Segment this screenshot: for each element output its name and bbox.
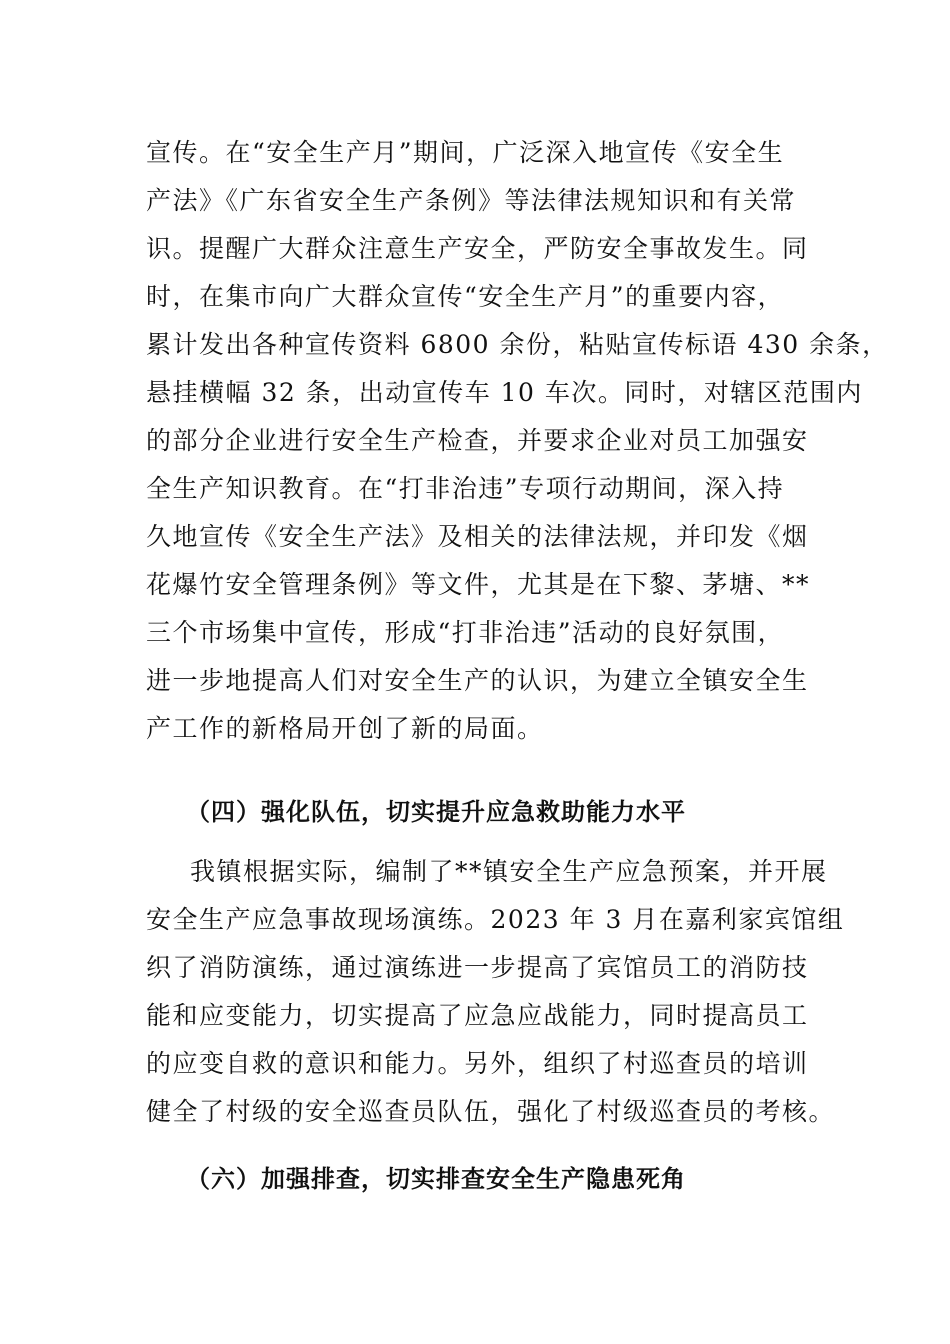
paragraph-line: 我镇根据实际，编制了**镇安全生产应急预案，并开展 [190,857,828,886]
paragraph-line: 久地宣传《安全生产法》及相关的法律法规，并印发《烟 [146,522,809,551]
paragraph-line: 全生产知识教育。在“打非治违”专项行动期间，深入持 [146,474,785,503]
paragraph-line: 织了消防演练，通过演练进一步提高了宾馆员工的消防技 [146,953,809,982]
paragraph-line: 能和应变能力，切实提高了应急应战能力，同时提高员工 [146,1001,809,1030]
section-heading-4: （四）强化队伍，切实提升应急救助能力水平 [186,798,686,826]
paragraph-line: 悬挂横幅 32 条，出动宣传车 10 车次。同时，对辖区范围内 [146,378,863,407]
paragraph-line: 时，在集市向广大群众宣传“安全生产月”的重要内容， [146,282,785,311]
paragraph-line: 识。提醒广大群众注意生产安全，严防安全事故发生。同 [146,234,809,263]
paragraph-line: 的部分企业进行安全生产检查，并要求企业对员工加强安 [146,426,809,455]
paragraph-line: 三个市场集中宣传，形成“打非治违”活动的良好氛围， [146,618,785,647]
section-heading-6: （六）加强排查，切实排查安全生产隐患死角 [186,1165,686,1193]
paragraph-line: 产法》《广东省安全生产条例》等法律法规知识和有关常 [146,186,797,215]
paragraph-line: 进一步地提高人们对安全生产的认识，为建立全镇安全生 [146,666,809,695]
paragraph-line: 产工作的新格局开创了新的局面。 [146,714,544,743]
paragraph-line: 花爆竹安全管理条例》等文件，尤其是在下黎、茅塘、** [146,570,811,599]
paragraph-line: 累计发出各种宣传资料 6800 余份，粘贴宣传标语 430 余条， [146,330,889,359]
paragraph-line: 宣传。在“安全生产月”期间，广泛深入地宣传《安全生 [146,138,785,167]
paragraph-line: 的应变自救的意识和能力。另外，组织了村巡查员的培训 [146,1049,809,1078]
paragraph-line: 健全了村级的安全巡查员队伍，强化了村级巡查员的考核。 [146,1097,836,1126]
paragraph-line: 安全生产应急事故现场演练。2023 年 3 月在嘉利家宾馆组 [146,905,845,934]
